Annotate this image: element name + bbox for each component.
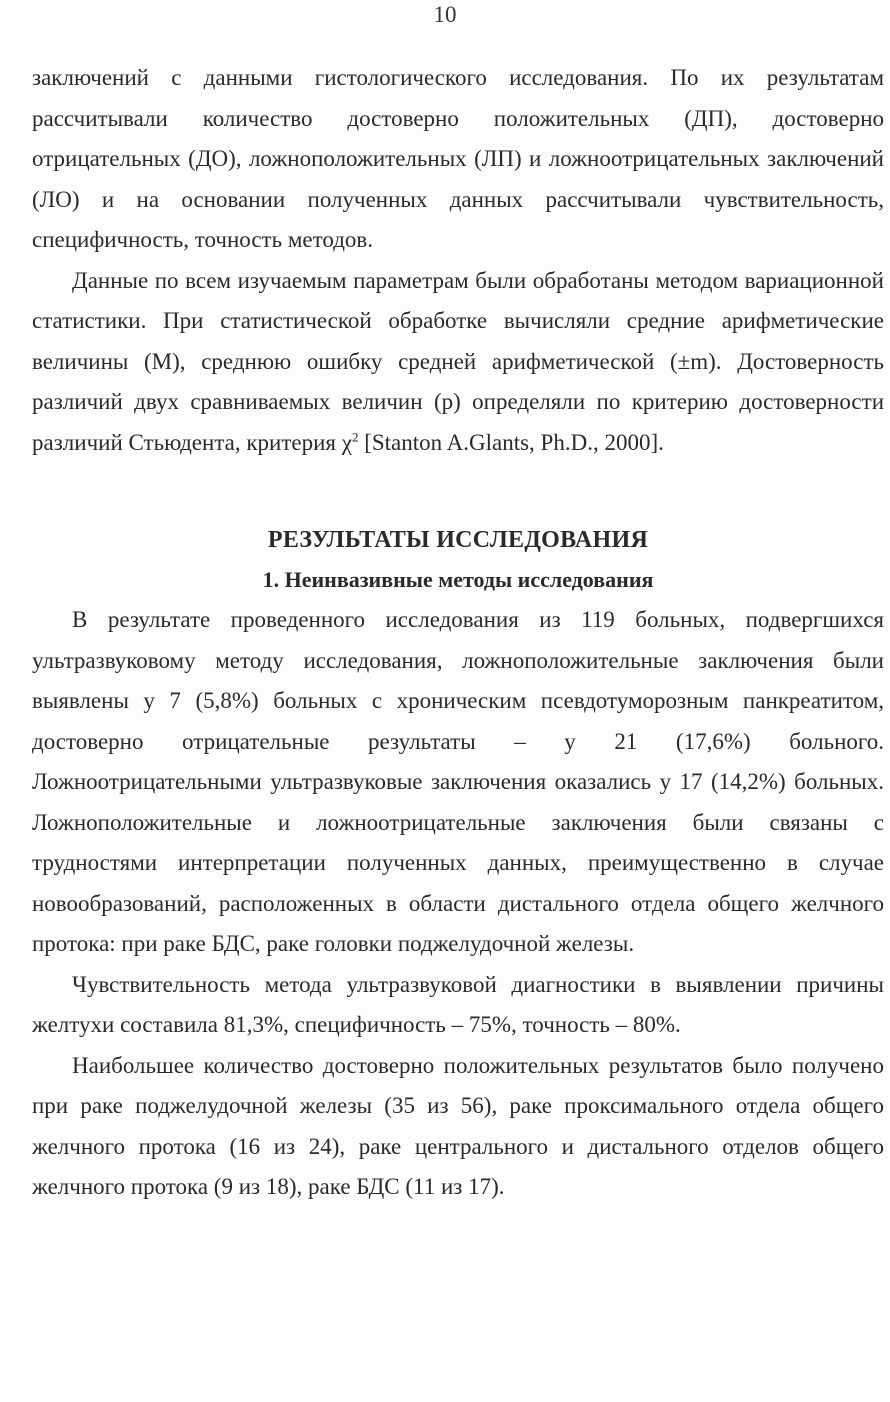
results-paragraph-1: В результате проведенного исследования из 119 больных, подвергшихся ультразвуковому методу исследования, ложноположительные заключения были выявлены у 7 (5,8%) больных с хроническим псевдотуморозным панкреатитом, достоверно отрицательные результаты – у 21 (17,6%) больного. Ложноотрицательными ультразвуковые заключения оказались у 17 (14,2%) больных. Ложноположительные и ложноотрицательные заключения были связаны с трудностями интерпретации полученных данных, преимущественно в случае новообразований, расположенных в области дистального отдела общего желчного протока: при раке БДС, раке головки поджелудочной железы. (32, 607, 884, 956)
statistics-reference: [Stanton A.Glants, Ph.D., 2000]. (358, 429, 664, 455)
intro-paragraph-1: заключений с данными гистологического исследования. По их результатам рассчитывали количество достоверно положительных (ДП), достоверно отрицательных (ДО), ложноположительных (ЛП) и ложноотрицательных заключений (ЛО) и на основании полученных данных рассчитывали чувствительность, специфичность, точность методов. (32, 65, 884, 252)
page-content (32, 58, 884, 1208)
intro-paragraph-statistics (32, 261, 884, 464)
chi-square-superscript: 2 (351, 428, 359, 444)
results-paragraph-2: Чувствительность метода ультразвуковой диагностики в выявлении причины желтухи составила 81,3%, специфичность – 75%, точность – 80%. (32, 971, 884, 1037)
page-number: 10 (433, 2, 457, 27)
results-paragraph-3: Наибольшее количество достоверно положительных результатов было получено при раке поджелудочной железы (35 из 56), раке проксимального отдела общего желчного протока (16 из 24), раке центрального и дистального отделов общего желчного протока (9 из 18), раке БДС (11 из 17). (32, 1052, 884, 1199)
section-title: РЕЗУЛЬТАТЫ ИССЛЕДОВАНИЯ (267, 527, 649, 553)
statistics-text: Данные по всем изучаемым параметрам были обработаны методом вариационной статистики. При статистической обработке вычисляли средние арифметические величины (М), среднюю ошибку средней арифметической (±m). Достоверность различий двух сравниваемых величин (р) определяли по критерию достоверности различий Стьюдента, критерия χ (32, 267, 884, 455)
subsection-title: 1. Неинвазивные методы исследования (262, 567, 654, 592)
